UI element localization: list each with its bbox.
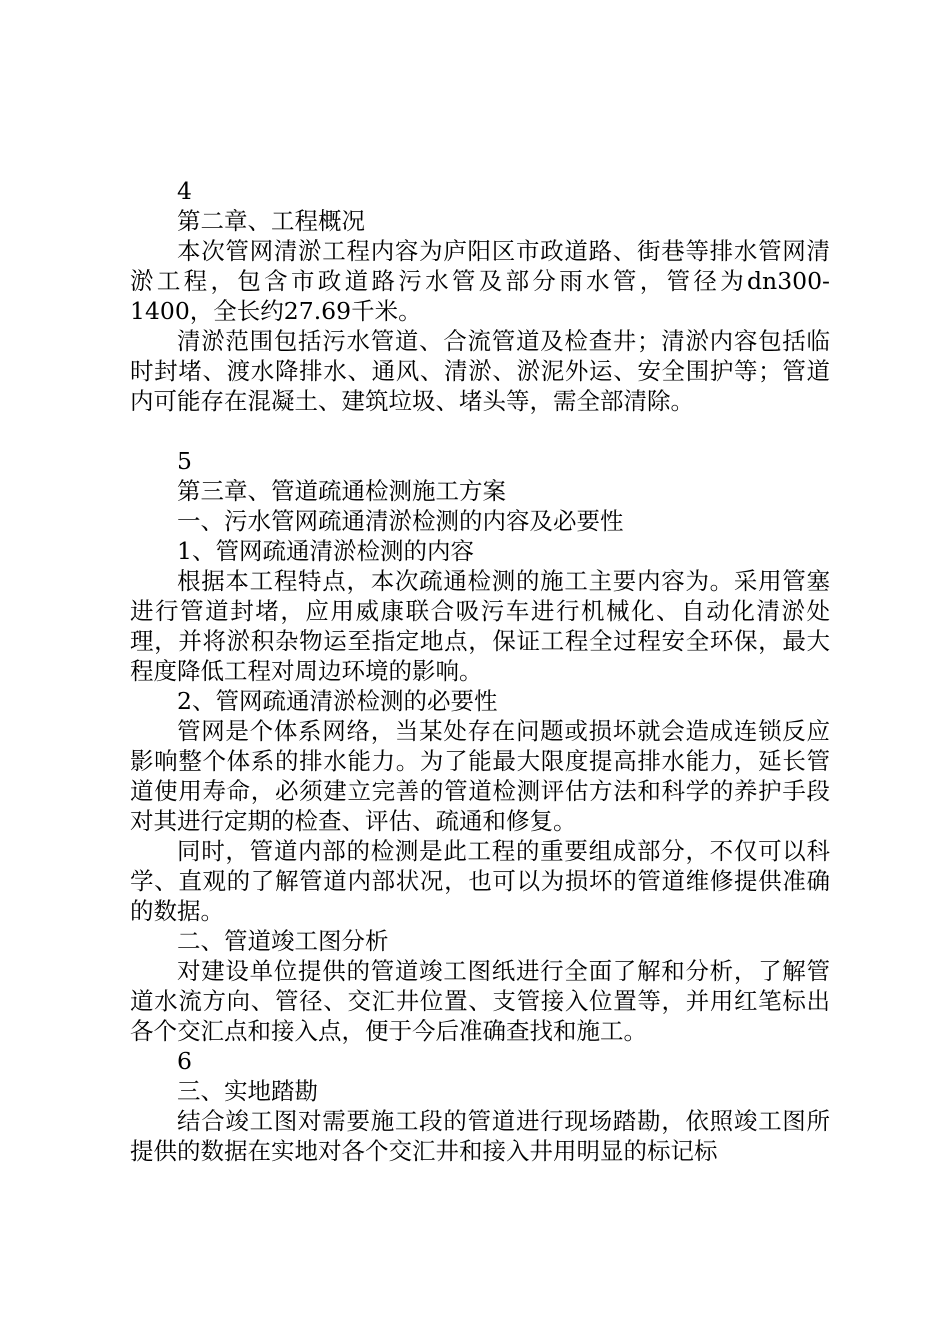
section-1-1-title: 1、管网疏通清淤检测的内容 [177, 537, 474, 565]
chapter-2-paragraph-2: 清淤范围包括污水管道、合流管道及检查井；清淤内容包括临时封堵、渡水降排水、通风、清淤、淤泥外运、安全围护等；管道内可能存在混凝土、建筑垃圾、堵头等，需全部清除。 [130, 327, 830, 415]
page-number-4: 4 [177, 177, 192, 205]
section-2-title: 二、管道竣工图分析 [177, 927, 389, 955]
chapter-2-paragraph-1: 本次管网清淤工程内容为庐阳区市政道路、街巷等排水管网清淤工程，包含市政道路污水管及部分雨水管，管径为dn300-1400，全长约27.69千米。 [130, 237, 830, 325]
section-3-paragraph: 结合竣工图对需要施工段的管道进行现场踏勘，依照竣工图所提供的数据在实地对各个交汇井和接入井用明显的标记标 [130, 1107, 830, 1165]
page-number-6: 6 [177, 1047, 192, 1075]
section-1-2-paragraph-2: 同时，管道内部的检测是此工程的重要组成部分，不仅可以科学、直观的了解管道内部状况，也可以为损坏的管道维修提供准确的数据。 [130, 837, 830, 925]
spacer [130, 416, 830, 446]
section-1-1-paragraph: 根据本工程特点，本次疏通检测的施工主要内容为。采用管塞进行管道封堵，应用威康联合吸污车进行机械化、自动化清淤处理，并将淤积杂物运至指定地点，保证工程全过程安全环保，最大程度降低工程对周边环境的影响。 [130, 567, 830, 685]
chapter-2-title: 第二章、工程概况 [177, 207, 365, 235]
section-3-title: 三、实地踏勘 [177, 1077, 318, 1105]
section-1-title: 一、污水管网疏通清淤检测的内容及必要性 [177, 507, 624, 535]
section-2-paragraph: 对建设单位提供的管道竣工图纸进行全面了解和分析，了解管道水流方向、管径、交汇井位置、支管接入位置等，并用红笔标出各个交汇点和接入点，便于今后准确查找和施工。 [130, 957, 830, 1045]
chapter-3-title: 第三章、管道疏通检测施工方案 [177, 477, 506, 505]
page-number-5: 5 [177, 447, 192, 475]
section-1-2-paragraph-1: 管网是个体系网络，当某处存在问题或损坏就会造成连锁反应影响整个体系的排水能力。为了能最大限度提高排水能力，延长管道使用寿命，必须建立完善的管道检测评估方法和科学的养护手段对其进行定期的检查、评估、疏通和修复。 [130, 717, 830, 835]
section-1-2-title: 2、管网疏通清淤检测的必要性 [177, 687, 498, 715]
document-page [130, 176, 830, 1166]
